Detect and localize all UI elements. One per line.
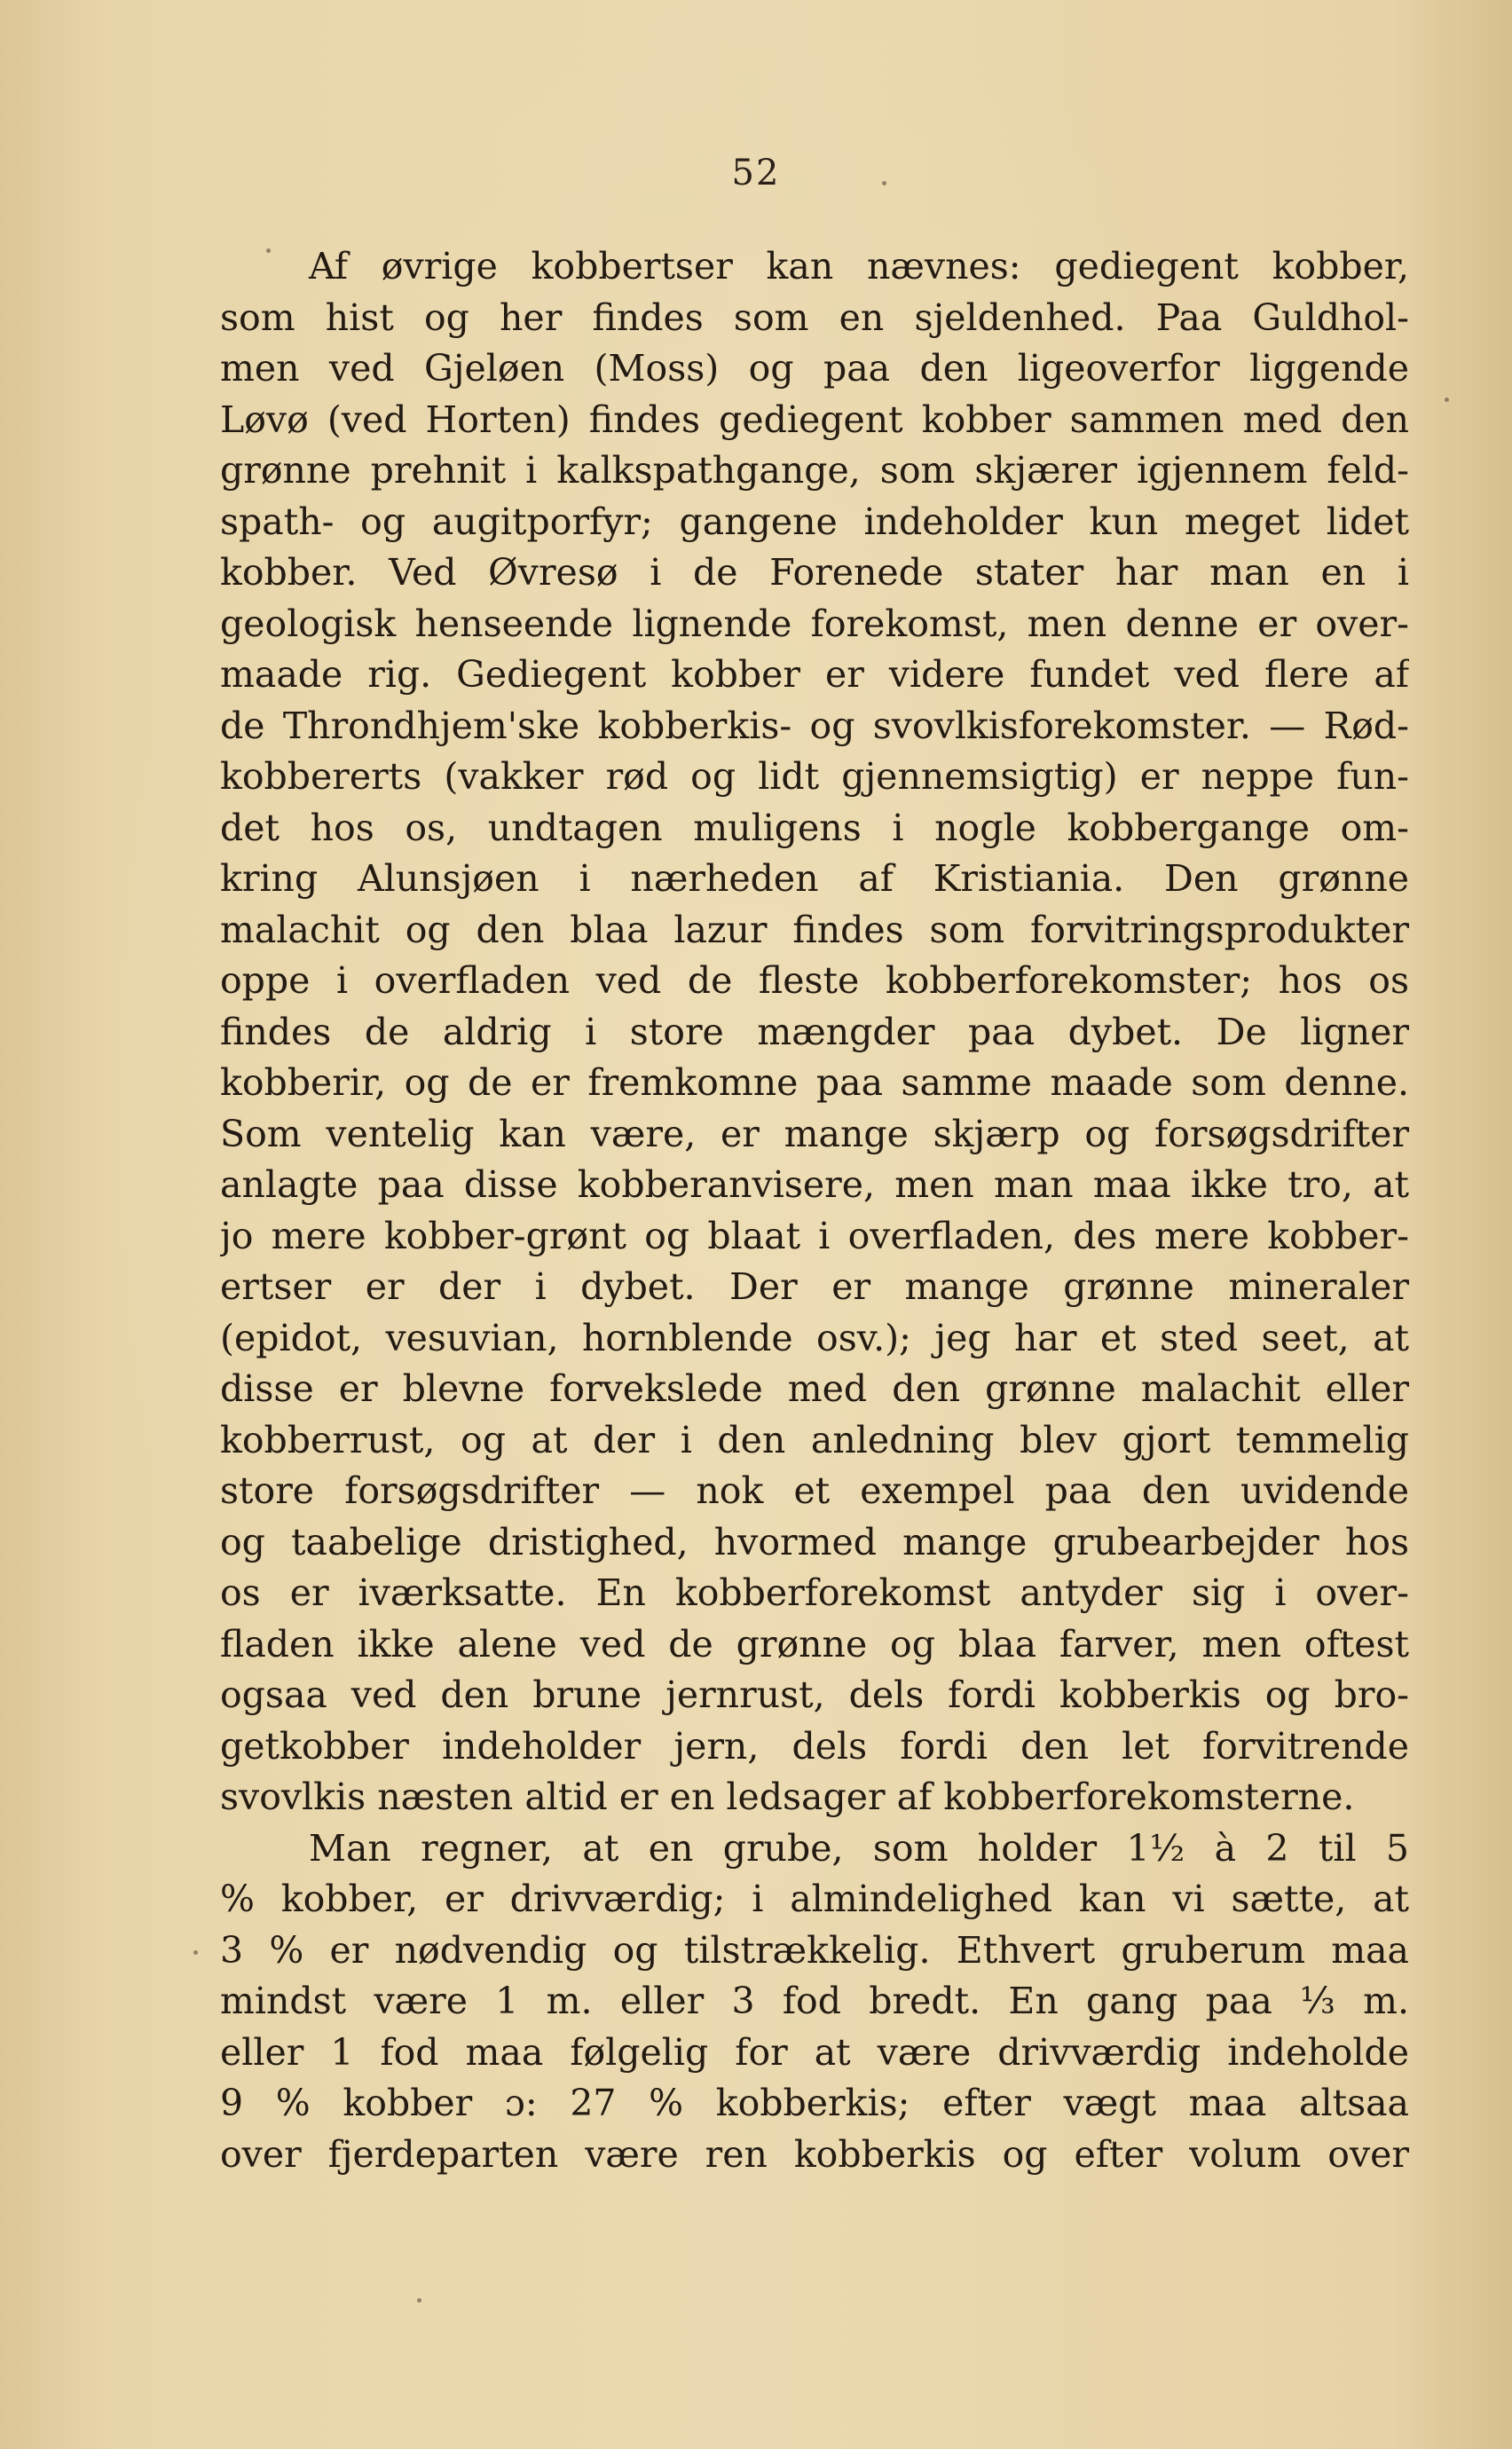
- paper-speck: [266, 248, 271, 253]
- text-line: 3 % er nødvendig og tilstrækkelig. Ethvert gruberum maa: [220, 1928, 1409, 1972]
- paragraph-2: [220, 1823, 1409, 2181]
- text-line: Af øvrige kobbertser kan nævnes: gediegent kobber,: [309, 245, 1409, 287]
- paper-speck: [1445, 398, 1449, 402]
- text-line: kobber. Ved Øvresø i de Forenede stater har man en i: [220, 551, 1409, 594]
- text-line: kobberir, og de er fremkomne paa samme maade som denne.: [220, 1061, 1409, 1104]
- text-line: de Throndhjem'ske kobberkis- og svovlkisforekomster. — Rød-: [220, 704, 1409, 747]
- text-line: kobberrust, og at der i den anledning blev gjort temmelig: [220, 1418, 1409, 1461]
- text-line: svovlkis næsten altid er en ledsager af kobberforekomsterne.: [220, 1776, 1355, 1818]
- text-line: ogsaa ved den brune jernrust, dels fordi kobberkis og bro-: [220, 1673, 1409, 1716]
- text-line: eller 1 fod maa følgelig for at være drivværdig indeholde: [220, 2030, 1409, 2074]
- text-line: maade rig. Gediegent kobber er videre fundet ved flere af: [220, 653, 1409, 696]
- text-line: os er iværksatte. En kobberforekomst antyder sig i over-: [220, 1571, 1409, 1614]
- text-line: Løvø (ved Horten) findes gediegent kobber sammen med den: [220, 398, 1409, 441]
- paper-speck: [417, 2298, 421, 2303]
- text-line: grønne prehnit i kalkspathgange, som skjærer igjennem feld-: [220, 449, 1409, 492]
- text-line: spath- og augitporfyr; gangene indeholder kun meget lidet: [220, 500, 1409, 543]
- page-number: 52: [731, 153, 781, 193]
- text-line: disse er blevne forvekslede med den grønne malachit eller: [220, 1367, 1409, 1410]
- text-line: anlagte paa disse kobberanvisere, men man maa ikke tro, at: [220, 1163, 1409, 1206]
- text-line: kobbererts (vakker rød og lidt gjennemsigtig) er neppe fun-: [220, 755, 1409, 798]
- text-line: fladen ikke alene ved de grønne og blaa farver, men oftest: [220, 1622, 1409, 1665]
- body-text: [220, 241, 1409, 2180]
- text-line: kring Alunsjøen i nærheden af Kristiania. Den grønne: [220, 857, 1409, 900]
- text-line: malachit og den blaa lazur findes som forvitringsprodukter: [220, 908, 1409, 951]
- text-line: som hist og her findes som en sjeldenhed. Paa Guldhol-: [220, 295, 1409, 339]
- text-line: over fjerdeparten være ren kobberkis og efter volum over: [220, 2132, 1409, 2176]
- text-line: (epidot, vesuvian, hornblende osv.); jeg har et sted seet, at: [220, 1316, 1409, 1359]
- text-line: men ved Gjeløen (Moss) og paa den ligeoverfor liggende: [220, 347, 1409, 390]
- text-line: og taabelige dristighed, hvormed mange grubearbejder hos: [220, 1520, 1409, 1563]
- text-line: 9 % kobber ɔ: 27 % kobberkis; efter vægt maa altsaa: [220, 2082, 1409, 2124]
- text-line: jo mere kobber-grønt og blaat i overfladen, des mere kobber-: [220, 1214, 1409, 1257]
- text-line: geologisk henseende lignende forekomst, men denne er over-: [220, 602, 1409, 645]
- text-line: % kobber, er drivværdig; i almindelighed kan vi sætte, at: [220, 1878, 1409, 1920]
- text-line: getkobber indeholder jern, dels fordi den let forvitrende: [220, 1724, 1409, 1768]
- paragraph-1: [220, 241, 1409, 1823]
- text-line: mindst være 1 m. eller 3 fod bredt. En gang paa ⅓ m.: [220, 1980, 1409, 2022]
- text-line: ertser er der i dybet. Der er mange grønne mineraler: [220, 1265, 1409, 1308]
- paper-speck: [193, 1950, 198, 1955]
- text-line: store forsøgsdrifter — nok et exempel paa den uvidende: [220, 1469, 1409, 1512]
- paper-speck: [882, 181, 886, 185]
- text-line: det hos os, undtagen muligens i nogle kobbergange om-: [220, 806, 1409, 849]
- text-line: Som ventelig kan være, er mange skjærp og forsøgsdrifter: [220, 1112, 1409, 1155]
- text-line: oppe i overfladen ved de fleste kobberforekomster; hos os: [220, 959, 1409, 1002]
- text-line: findes de aldrig i store mængder paa dybet. De ligner: [220, 1010, 1409, 1053]
- text-line: Man regner, at en grube, som holder 1½ à 2 til 5: [309, 1826, 1409, 1870]
